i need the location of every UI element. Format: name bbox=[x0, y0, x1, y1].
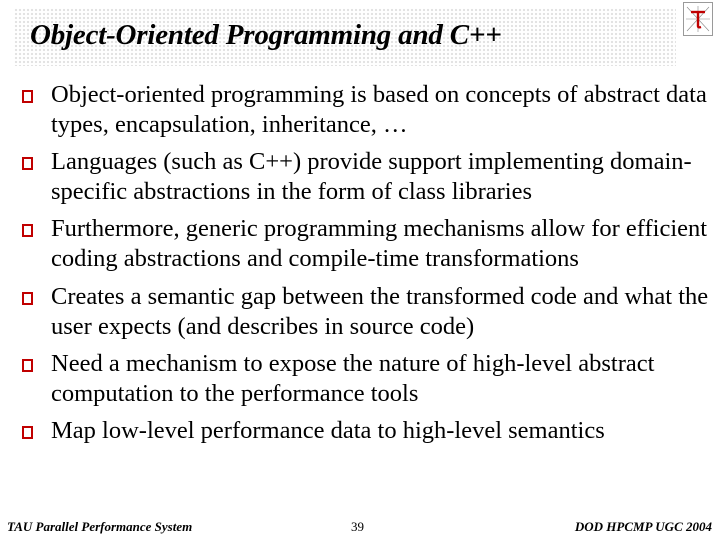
hollow-square-bullet-icon bbox=[22, 359, 33, 372]
bullet-item bbox=[20, 282, 710, 342]
bullet-item bbox=[20, 80, 710, 140]
hollow-square-bullet-icon bbox=[22, 224, 33, 237]
bullet-text: Map low-level performance data to high-level semantics bbox=[51, 416, 605, 444]
footer-left-text: TAU Parallel Performance System bbox=[7, 519, 193, 534]
bullet-item bbox=[20, 214, 710, 274]
bullet-list bbox=[20, 80, 710, 453]
tau-logo-icon bbox=[683, 2, 713, 36]
hollow-square-bullet-icon bbox=[22, 426, 33, 439]
bullet-text: Furthermore, generic programming mechanisms allow for efficient coding abstractions and compile-time transformations bbox=[51, 215, 708, 273]
bullet-text: Languages (such as C++) provide support implementing domain-specific abstractions in the form of class libraries bbox=[51, 148, 692, 206]
bullet-item bbox=[20, 416, 710, 446]
hollow-square-bullet-icon bbox=[22, 157, 33, 170]
bullet-item bbox=[20, 349, 710, 409]
hollow-square-bullet-icon bbox=[22, 90, 33, 103]
bullet-text: Need a mechanism to expose the nature of high-level abstract computation to the performance tools bbox=[51, 349, 655, 407]
footer-right-text: DOD HPCMP UGC 2004 bbox=[574, 519, 712, 534]
page-number: 39 bbox=[351, 519, 364, 534]
bullet-text: Object-oriented programming is based on concepts of abstract data types, encapsulation, inheritance, … bbox=[51, 81, 707, 138]
bullet-text: Creates a semantic gap between the transformed code and what the user expects (and describes in source code) bbox=[51, 282, 709, 340]
hollow-square-bullet-icon bbox=[22, 292, 33, 305]
slide-title: Object-Oriented Programming and C++ bbox=[30, 19, 502, 51]
bullet-item bbox=[20, 147, 710, 207]
